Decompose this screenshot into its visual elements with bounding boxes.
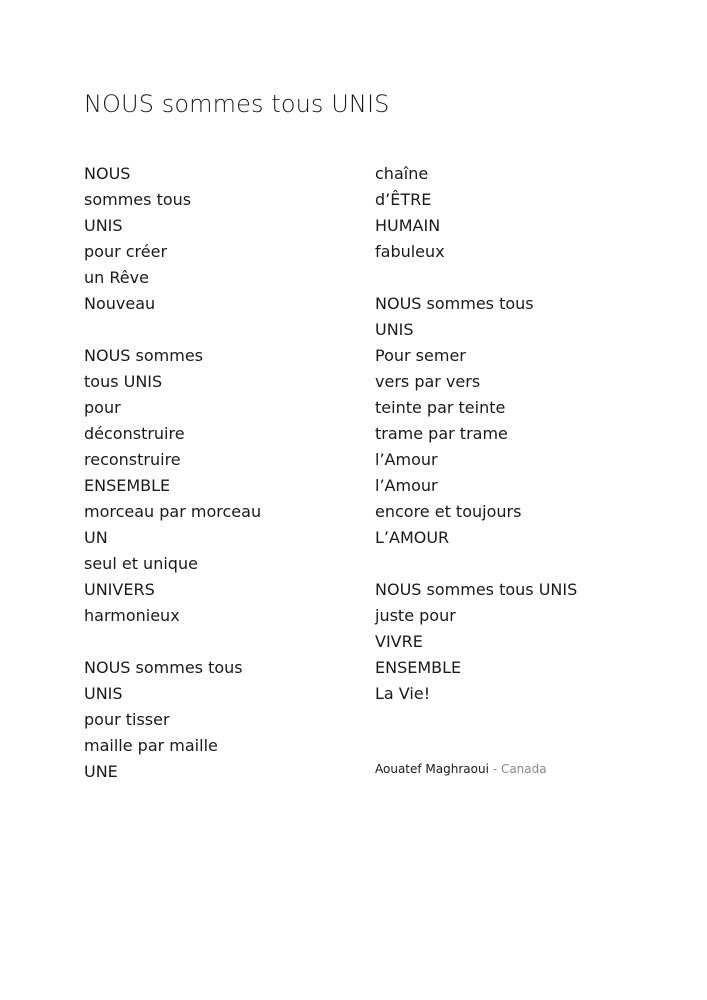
author-name: Aouatef Maghraoui	[375, 762, 489, 776]
poem-line: NOUS sommes	[84, 346, 203, 365]
poem-title: NOUS sommes tous UNIS	[84, 90, 390, 118]
poem-line: déconstruire	[84, 424, 185, 443]
poem-line: trame par trame	[375, 424, 508, 443]
stanza	[375, 577, 577, 707]
poem-line: L’AMOUR	[375, 528, 450, 547]
stanza	[84, 343, 261, 629]
poem-line: UNE	[84, 762, 118, 781]
poem-line: sommes tous	[84, 190, 192, 209]
poem-line: ENSEMBLE	[84, 476, 171, 495]
stanza	[84, 655, 261, 785]
poem-line: seul et unique	[84, 554, 198, 573]
poem-line: d’ÊTRE	[375, 190, 432, 209]
poem-line: l’Amour	[375, 476, 438, 495]
poem-line: morceau par morceau	[84, 502, 262, 521]
poem-line: UN	[84, 528, 108, 547]
poem-line: teinte par teinte	[375, 398, 506, 417]
poem-line: maille par maille	[84, 736, 218, 755]
stanza	[375, 291, 577, 551]
poem-line: UNIVERS	[84, 580, 155, 599]
poem-line: l’Amour	[375, 450, 438, 469]
poem-line: Nouveau	[84, 294, 156, 313]
poem-line: Pour semer	[375, 346, 466, 365]
poem-line: un Rêve	[84, 268, 149, 287]
right-column	[375, 161, 577, 733]
signature-separator: -	[492, 762, 498, 776]
poem-line: pour tisser	[84, 710, 170, 729]
stanza	[84, 161, 261, 317]
poem-line: chaîne	[375, 164, 429, 183]
poem-line: La Vie!	[375, 684, 431, 703]
poem-line: vers par vers	[375, 372, 481, 391]
poem-line: reconstruire	[84, 450, 181, 469]
poem-line: juste pour	[375, 606, 456, 625]
left-column	[84, 161, 261, 811]
poem-line: NOUS sommes tous	[84, 658, 243, 677]
poem-line: pour créer	[84, 242, 168, 261]
author-signature	[375, 760, 547, 778]
poem-line: pour	[84, 398, 121, 417]
poem-line: VIVRE	[375, 632, 423, 651]
poem-line: NOUS	[84, 164, 131, 183]
poem-line: NOUS sommes tous	[375, 294, 534, 313]
stanza	[375, 161, 577, 265]
poem-line: UNIS	[84, 216, 123, 235]
poem-line: UNIS	[84, 684, 123, 703]
poem-line: encore et toujours	[375, 502, 522, 521]
poem-line: ENSEMBLE	[375, 658, 462, 677]
poem-line: harmonieux	[84, 606, 180, 625]
poem-line: HUMAIN	[375, 216, 441, 235]
author-country: Canada	[500, 762, 547, 776]
poem-line: NOUS sommes tous UNIS	[375, 580, 578, 599]
poem-line: UNIS	[375, 320, 414, 339]
poem-line: fabuleux	[375, 242, 445, 261]
poem-line: tous UNIS	[84, 372, 163, 391]
